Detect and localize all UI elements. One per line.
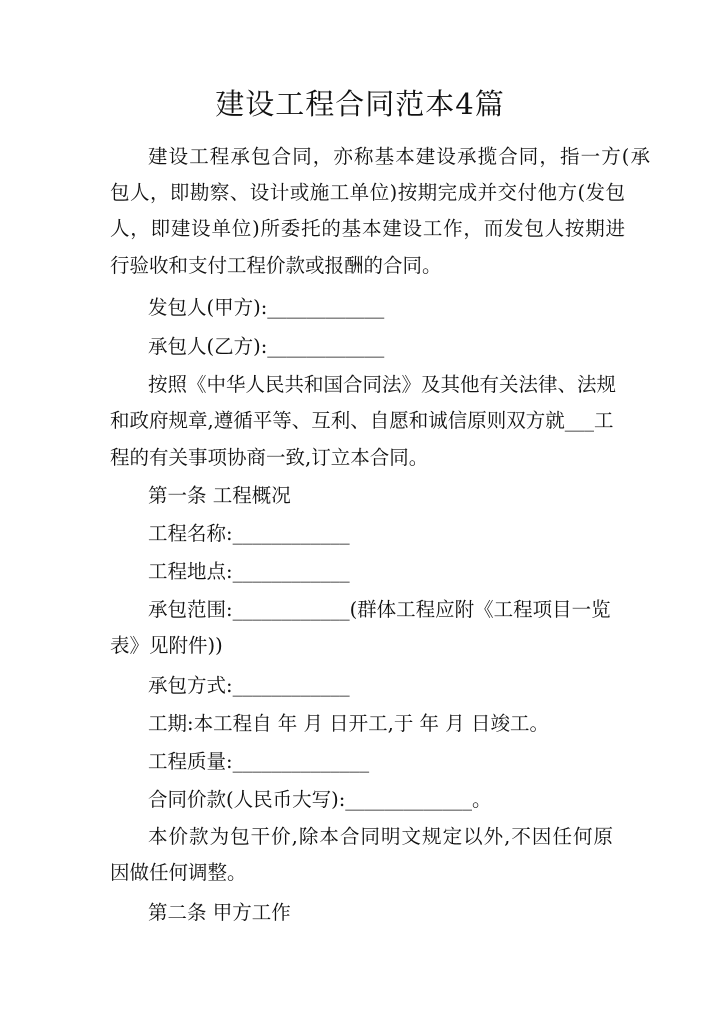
section-heading: 第二条 甲方工作 bbox=[148, 901, 291, 924]
project-location-field: 工程地点:____________ bbox=[148, 560, 350, 583]
quality-field: 工程质量:______________ bbox=[148, 750, 370, 773]
party-b-field: 承包人(乙方):____________ bbox=[148, 335, 385, 358]
paragraph-line: 程的有关事项协商一致,订立本合同。 bbox=[110, 446, 429, 469]
party-a-field: 发包人(甲方):____________ bbox=[148, 296, 385, 319]
paragraph-line: 建设工程承包合同，亦称基本建设承揽合同，指一方(承 bbox=[148, 145, 650, 168]
duration-field: 工期:本工程自 年 月 日开工,于 年 月 日竣工。 bbox=[148, 712, 549, 735]
paragraph-line: 和政府规章,遵循平等、互利、自愿和诚信原则双方就___工 bbox=[110, 409, 614, 432]
paragraph-line: 本价款为包干价,除本合同明文规定以外,不因任何原 bbox=[148, 825, 613, 848]
paragraph-line: 因做任何调整。 bbox=[110, 861, 247, 884]
contract-method-field: 承包方式:____________ bbox=[148, 674, 350, 697]
paragraph-line: 行验收和支付工程价款或报酬的合同。 bbox=[110, 254, 442, 277]
paragraph-line: 表》见附件)) bbox=[110, 634, 223, 657]
contract-scope-field: 承包范围:____________(群体工程应附《工程项目一览 bbox=[148, 598, 611, 621]
contract-price-field: 合同价款(人民币大写):_____________。 bbox=[148, 788, 492, 811]
paragraph-line: 包人，即勘察、设计或施工单位)按期完成并交付他方(发包 bbox=[110, 181, 625, 204]
paragraph-line: 按照《中华人民共和国合同法》及其他有关法律、法规 bbox=[148, 373, 617, 396]
document-title: 建设工程合同范本4篇 bbox=[215, 87, 505, 121]
section-heading: 第一条 工程概况 bbox=[148, 484, 291, 507]
paragraph-line: 人，即建设单位)所委托的基本建设工作，而发包人按期进 bbox=[110, 217, 625, 240]
project-name-field: 工程名称:____________ bbox=[148, 522, 350, 545]
